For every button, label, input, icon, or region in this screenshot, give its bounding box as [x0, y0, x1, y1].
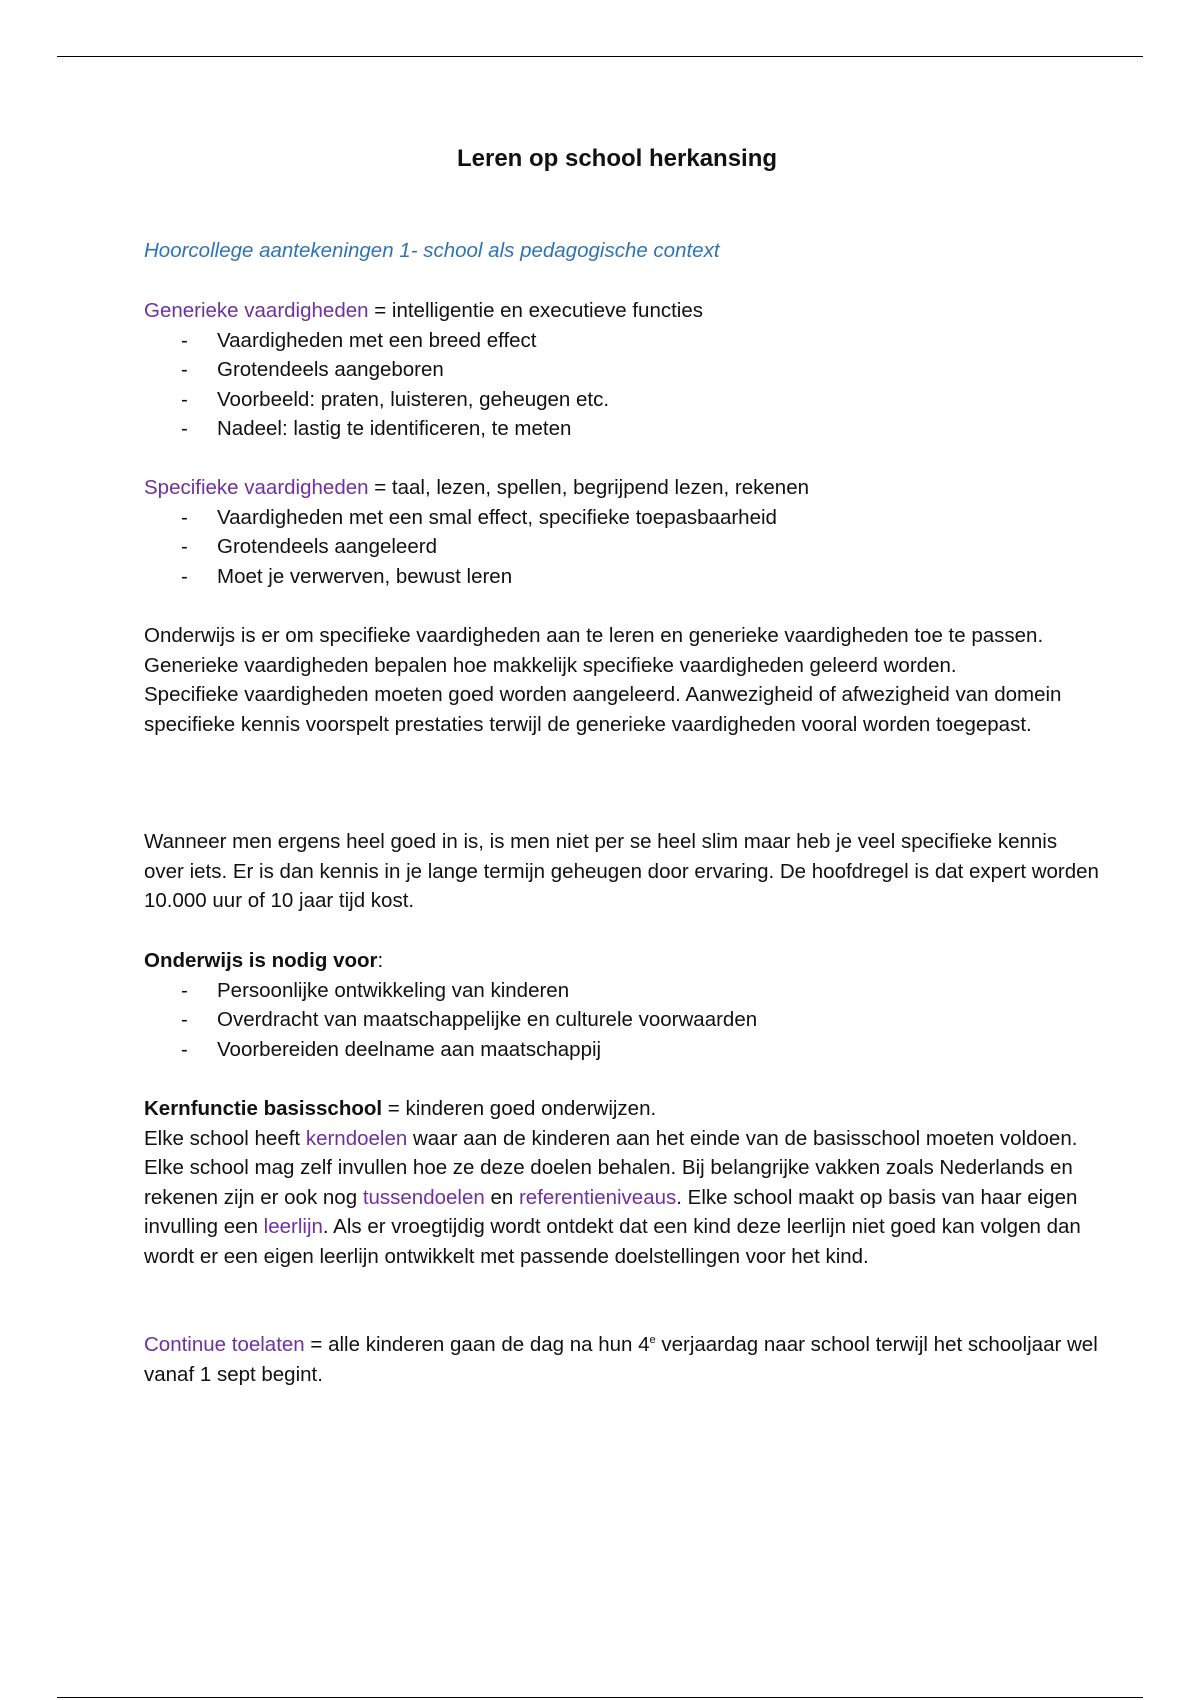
text-run: . Elke school maakt op basis van haar eigen invulling een — [144, 1185, 1078, 1238]
generieke-definition — [144, 296, 1100, 326]
generieke-term: Generieke vaardigheden — [144, 299, 369, 322]
paragraph: Onderwijs is er om specifieke vaardigheden aan te leren en generieke vaardigheden toe te passen. Generieke vaardigheden bepalen hoe makkelijk specifieke vaardigheden geleerd worden. — [144, 624, 1044, 677]
specifieke-section — [144, 473, 1100, 591]
section-subtitle: Hoorcollege aantekeningen 1- school als pedagogische context — [144, 239, 720, 262]
text-run: verjaardag naar school terwijl het schooljaar wel vanaf 1 sept begint. — [144, 1333, 1098, 1386]
paragraph: Specifieke vaardigheden moeten goed worden aangeleerd. Aanwezigheid of afwezigheid van domein specifieke kennis voorspelt prestaties terwijl de generieke vaardigheden vooral worden toegepast. — [144, 683, 1062, 736]
nodig-list — [144, 976, 1100, 1065]
expert-paragraph — [144, 827, 1100, 916]
list-item: - Nadeel: lastig te identificeren, te meten — [144, 414, 1100, 444]
kernfunctie-definition-text: = kinderen goed onderwijzen. — [382, 1097, 657, 1120]
continue-section — [144, 1330, 1100, 1389]
list-item: - Voorbereiden deelname aan maatschappij — [144, 1035, 1100, 1065]
header-rule — [57, 56, 1143, 57]
footer-rule — [57, 1697, 1143, 1698]
specifieke-term: Specifieke vaardigheden — [144, 476, 369, 499]
generieke-section — [144, 296, 1100, 444]
text-run: waar aan de kinderen aan het einde van de basisschool moeten voldoen. Elke school mag zelf invullen hoe ze deze doelen behalen. Bij belangrijke vakken zoals Nederlands en rekenen zijn er ook nog — [144, 1126, 1078, 1209]
text-run: = alle kinderen gaan de dag na hun 4 — [304, 1333, 650, 1356]
nodig-colon: : — [377, 949, 384, 972]
specifieke-list — [144, 503, 1100, 592]
ordinal-suffix: e — [649, 1334, 656, 1347]
nodig-heading: Onderwijs is nodig voor — [144, 949, 378, 972]
nodig-heading-line — [144, 946, 1100, 976]
paragraph: Wanneer men ergens heel goed in is, is men niet per se heel slim maar heb je veel specifieke kennis over iets. Er is dan kennis in je lange termijn geheugen door ervaring. De hoofdregel is dat expert worden 10.000 uur of 10 jaar tijd kost. — [144, 830, 1099, 912]
list-item: - Grotendeels aangeboren — [144, 355, 1100, 385]
list-item: - Grotendeels aangeleerd — [144, 532, 1100, 562]
specifieke-definition — [144, 473, 1100, 503]
kernfunctie-definition — [144, 1094, 1100, 1124]
list-item: - Moet je verwerven, bewust leren — [144, 562, 1100, 592]
referentieniveaus-term: referentieniveaus — [518, 1185, 677, 1209]
text-run: en — [484, 1185, 519, 1209]
nodig-section — [144, 946, 1100, 1064]
continue-term: Continue toelaten — [144, 1333, 305, 1356]
kernfunctie-paragraph — [144, 1124, 1100, 1272]
kernfunctie-section — [144, 1094, 1100, 1271]
text-run: Elke school heeft — [144, 1126, 306, 1150]
onderwijs-paragraph — [144, 621, 1100, 739]
specifieke-definition-text: = taal, lezen, spellen, begrijpend lezen, rekenen — [368, 476, 810, 499]
tussendoelen-term: tussendoelen — [362, 1185, 485, 1209]
list-item: - Voorbeeld: praten, luisteren, geheugen etc. — [144, 385, 1100, 415]
list-item: - Vaardigheden met een breed effect — [144, 326, 1100, 356]
text-run: . Als er vroegtijdig wordt ontdekt dat een kind deze leerlijn niet goed kan volgen dan wordt er een eigen leerlijn ontwikkelt met passende doelstellingen voor het kind. — [144, 1215, 1081, 1268]
list-item: - Persoonlijke ontwikkeling van kinderen — [144, 976, 1100, 1006]
list-item: - Overdracht van maatschappelijke en culturele voorwaarden — [144, 1005, 1100, 1035]
kerndoelen-term: kerndoelen — [305, 1126, 408, 1150]
leerlijn-term: leerlijn — [263, 1215, 323, 1238]
document-title: Leren op school herkansing — [456, 145, 778, 172]
list-item: - Vaardigheden met een smal effect, specifieke toepasbaarheid — [144, 503, 1100, 533]
kernfunctie-heading: Kernfunctie basisschool — [144, 1097, 383, 1120]
continue-paragraph — [144, 1330, 1100, 1389]
generieke-list — [144, 326, 1100, 444]
generieke-definition-text: = intelligentie en executieve functies — [368, 299, 704, 322]
